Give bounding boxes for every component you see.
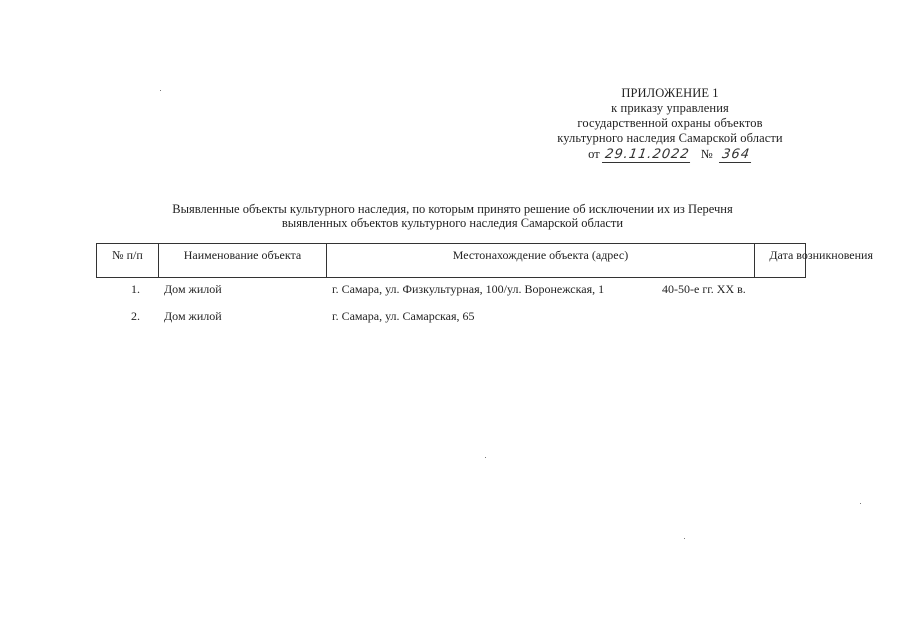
header-cell-name	[159, 244, 327, 277]
header-num-label: № п/п	[112, 248, 143, 262]
table-header-row	[96, 243, 873, 278]
number-sign: №	[700, 147, 713, 161]
table-row	[96, 282, 806, 302]
scan-speck	[684, 538, 685, 539]
header-name-label: Наименование объекта	[183, 248, 302, 262]
row-num: 1.	[131, 282, 140, 296]
appendix-header	[520, 86, 820, 163]
appendix-title: ПРИЛОЖЕНИЕ 1	[621, 86, 719, 100]
appendix-line-2: государственной охраны объектов	[577, 116, 763, 130]
row-name: Дом жилой	[164, 309, 222, 323]
order-date-line	[520, 147, 820, 163]
header-address-label: Местонахождение объекта (адрес)	[452, 248, 629, 262]
header-cell-date	[755, 244, 873, 277]
document-title-line-1: Выявленные объекты культурного наследия, по которым принято решение об исключении их из Перечня	[172, 202, 733, 216]
row-date: 40-50-е гг. XX в.	[662, 282, 746, 296]
table-row	[96, 309, 806, 329]
scan-speck	[485, 457, 486, 458]
scan-speck	[160, 90, 161, 91]
header-date-label: Дата возникновения	[769, 248, 873, 262]
appendix-line-1: к приказу управления	[611, 101, 729, 115]
date-prefix: от	[588, 147, 600, 161]
row-num: 2.	[131, 309, 140, 323]
appendix-line-3: культурного наследия Самарской области	[557, 131, 783, 145]
row-name: Дом жилой	[164, 282, 222, 296]
row-address: г. Самара, ул. Самарская, 65	[332, 309, 475, 323]
order-number-handwritten: 364	[719, 148, 753, 163]
scan-speck	[860, 503, 861, 504]
row-address: г. Самара, ул. Физкультурная, 100/ул. Воронежская, 1	[332, 282, 605, 296]
header-cell-num	[97, 244, 159, 277]
document-title-line-2: выявленных объектов культурного наследия Самарской области	[281, 216, 624, 230]
document-title	[100, 202, 805, 230]
order-date-handwritten: 29.11.2022	[602, 148, 693, 163]
